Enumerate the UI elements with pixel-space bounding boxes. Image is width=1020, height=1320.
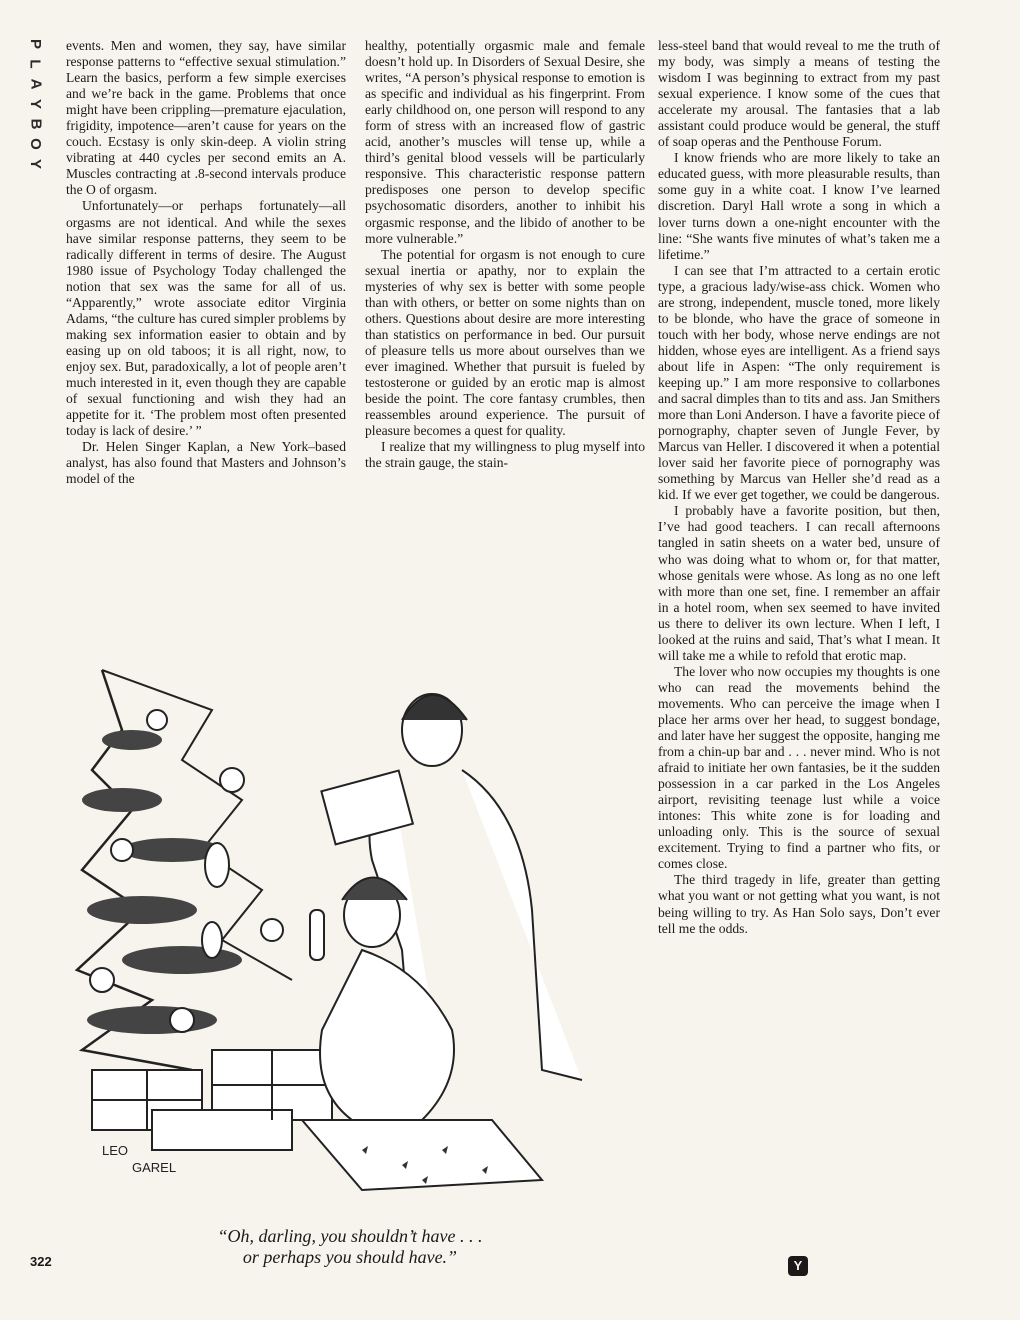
paragraph: I know friends who are more likely to take an educated guess, with more pleasurable results, than some guy in a white coat. I know I’ve learned discretion. Daryl Hall wrote a song in which a lover turns down a one-night encounter with the line: “She wants five minutes of what’s taken me a lifetime.” [658, 150, 940, 262]
masthead-letter: P [26, 38, 44, 50]
paragraph: Unfortunately—or perhaps fortunately—all orgasms are not identical. And while the sexes have similar response patterns, they seem to be radically different in terms of desire. The August 1980 issue of Psychology Today challenged the notion that sex was the same for all of us. “Apparently,” wrote associate editor Virginia Adams, “the culture has cured simpler problems by making sex information easier to obtain and by easing up on old taboos; it is all right, now, to enjoy sex. But, paradoxically, a lot of people aren’t much interested in it, even though they are capable of sexual functioning and wish they had an appetite for it. ‘The problem most often presented today is lack of desire.’ ” [66, 198, 346, 439]
paragraph: The third tragedy in life, greater than getting what you want or not getting what you want, is not being willing to try. As Han Solo says, Don’t ever tell me the odds. [658, 872, 940, 936]
article-column-1 [66, 38, 346, 487]
paragraph: less-steel band that would reveal to me the truth of my body, was simply a means of testing the wisdom I was beginning to extract from my past sexual experience. I know some of the cues that accelerate my arousal. The fantasies that a lab assistant could produce would be general, the stuff of soap operas and the Penthouse Forum. [658, 38, 940, 150]
masthead-vertical [24, 34, 46, 174]
paragraph: healthy, potentially orgasmic male and female doesn’t hold up. In Disorders of Sexual Desire, she writes, “A person’s physical response to emotion is as specific and individual as his fingerprint. From early childhood on, one person will respond to any form of stress with an increased flow of gastric acid, another’s muscles will tense up, while a third’s genital blood vessels will be particularly responsive. This characteristic response pattern predisposes one person to develop specific psychosomatic disorders, another to inhibit his orgasmic response, and the libido of another to be more vulnerable.” [365, 38, 645, 246]
caption-line: “Oh, darling, you shouldn’t have . . . [217, 1226, 483, 1246]
ornaments [90, 710, 283, 1032]
gift-wrap [302, 1120, 542, 1190]
article-column-2 [365, 38, 645, 471]
masthead-letter: A [27, 78, 44, 90]
end-mark-icon: Y [788, 1256, 808, 1276]
masthead-letter: Y [26, 98, 44, 110]
paragraph: The lover who now occupies my thoughts is one who can read the movements behind the movements. Who can perceive the image when I place her arms over her head, to suggest bondage, and later have her suggest the opposite, hanging me from a chin-up bar and . . . never mind. Who is not afraid to initiate her own fantasies, be it the sudden possession in a car parked in the Los Angeles airport, revisiting teenage lust while a voice intones: This white zone is for loading and unloading only. This is the source of sexual excitement. Trying to find a partner who fits, or comes close. [658, 663, 940, 872]
paragraph: The potential for orgasm is not enough to cure sexual inertia or apathy, nor to explain the mysteries of why sex is better with some people than with others, or better on some nights than on others. Questions about desire are more interesting than statistics on performance in bed. Our pursuit of pleasure tells us more about ourselves than we ever imagined. Whether that pursuit is fueled by testosterone or guided by an erotic map is almost beside the point. The core fantasy crumbles, then reassembles around experience. The pursuit of pleasure becomes a quest for quality. [365, 246, 645, 439]
woman-figure [310, 878, 454, 1121]
paragraph: I can see that I’m attracted to a certain erotic type, a gracious lady/wise-ass chick. Women who are strong, independent, muscle toned, more likely to be blonde, who have the grace of someone in touch with her body, whose nerve endings are not hidden, whose eyes are intelligent. As a friend says about life in Aspen: “The only requirement is keeping up.” I am more responsive to collarbones and sacral dimples than to tits and ass. Jan Smithers more than Loni Anderson. I have a favorite piece of pornography, chapter seven of Jungle Fever, by Marcus van Heller. I discovered it when a potential lover said her favorite piece of pornography was something by Marcus van Heller she’d read as a kid. If we ever get together, we could be dangerous. [658, 262, 940, 503]
gift-boxes [92, 1050, 332, 1150]
paragraph: events. Men and women, they say, have similar response patterns to “effective sexual stimulation.” Learn the basics, perform a few simple exercises and we’re back in the game. Problems that once might have been crippling—premature ejaculation, frigidity, impotence—aren’t cause for years on the couch. Ecstasy is only skin-deep. A violin string vibrating at 440 cycles per second emits an A. Muscles contracting at .8-second intervals produce the O of orgasm. [66, 38, 346, 198]
cartoon-drawing [62, 650, 628, 1220]
article-column-3 [658, 38, 940, 937]
artist-signature: GAREL [132, 1160, 177, 1175]
masthead-letter: O [26, 138, 44, 150]
artist-signature: LEO [102, 1143, 129, 1158]
caption-line: or perhaps you should have.” [242, 1247, 458, 1267]
masthead-letter: B [27, 118, 44, 130]
page-number: 322 [30, 1254, 52, 1269]
cartoon-caption [160, 1226, 540, 1268]
paragraph: I probably have a favorite position, but then, I’ve had good teachers. I can recall afternoons tangled in satin sheets on a water bed, unsure of who was doing what to whom or, for that matter, whose genitals were whose. As long as no one left with more than one set, fine. I remember an affair in a hotel room, when sex seemed to have invited us there to deliver its own lecture. When I left, I looked at the ruins and said, That’s what I mean. It will take me a while to refold that erotic map. [658, 503, 940, 663]
paragraph: I realize that my willingness to plug myself into the strain gauge, the stain- [365, 439, 645, 471]
masthead-letter: Y [26, 158, 44, 170]
paragraph: Dr. Helen Singer Kaplan, a New York–based analyst, has also found that Masters and Johnson’s model of the [66, 439, 346, 487]
cartoon-illustration [62, 650, 628, 1220]
masthead-letter: L [26, 59, 44, 69]
